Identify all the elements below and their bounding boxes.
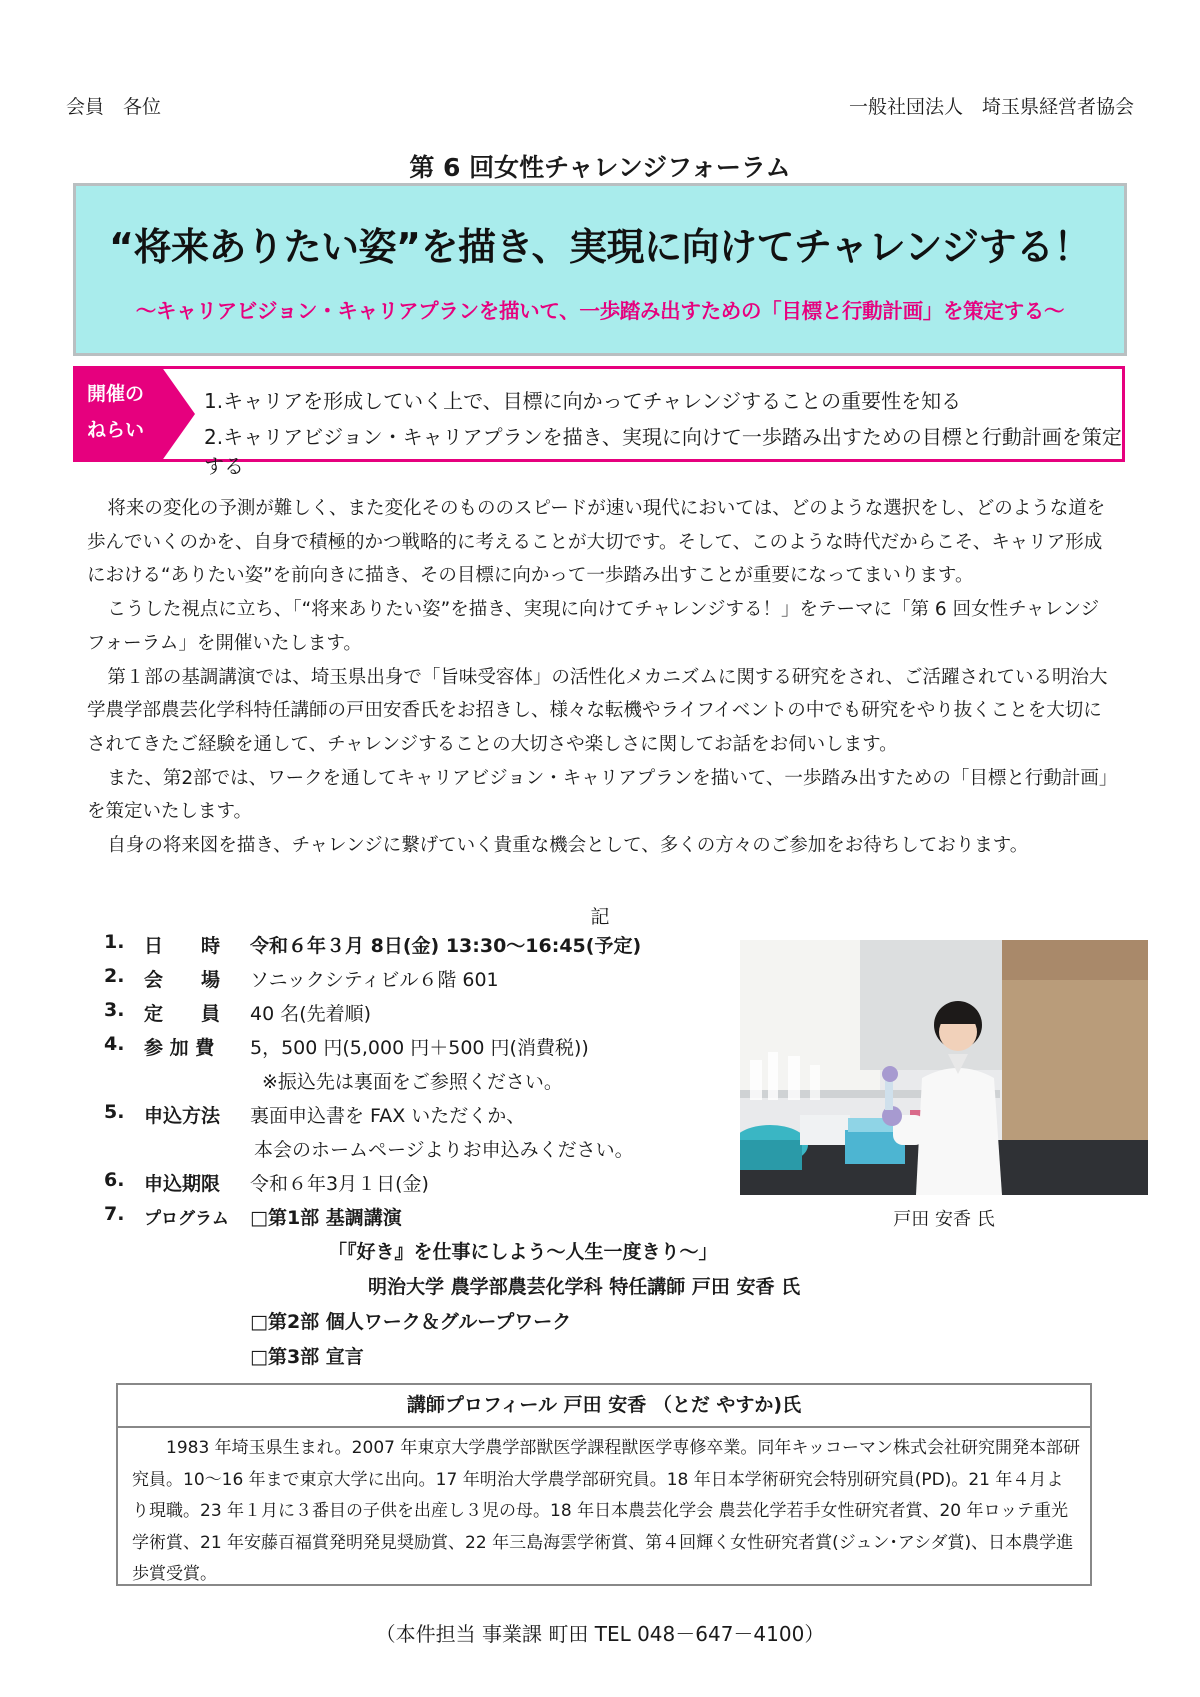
ki-heading: 記: [590, 906, 610, 928]
detail-label: 申込方法: [144, 1105, 221, 1127]
detail-value: ソニックシティビル６階 601: [250, 969, 499, 991]
body-paragraph-1: 将来の変化の予測が難しく、また変化そのもののスピードが速い現代においては、どのような選択をし、どのような道を歩んでいくのかを、自身で積極的かつ戦略的に考えることが大切です。そして、このような時代だからこそ、キャリア形成における“ありたい姿”を前向きに描き、その目標に向かって一歩踏み出すことが重要になってまいります。: [87, 498, 1106, 587]
lecturer-photo: [740, 940, 1148, 1195]
detail-number: 3.: [104, 999, 125, 1021]
detail-value: 令和６年３月 8日(金) 13:30～16:45(予定): [250, 935, 642, 957]
aim-tag-line1: 開催の: [87, 383, 145, 405]
contact-footer: （本件担当 事業課 町田 TEL 048－647－4100）: [375, 1622, 825, 1646]
forum-title: 第 6 回女性チャレンジフォーラム: [409, 153, 791, 182]
detail-value: 令和６年3月１日(金): [250, 1173, 429, 1195]
body-paragraph-5: 自身の将来図を描き、チャレンジに繋げていく貴重な機会として、多くの方々のご参加をお待ちしております。: [107, 835, 1029, 857]
lecturer-name: 明治大学 農学部農芸化学科 特任講師 戸田 安香 氏: [368, 1276, 801, 1298]
aim-tag-line2: ねらい: [87, 419, 145, 441]
body-paragraph-2: こうした視点に立ち、「“将来ありたい姿”を描き、実現に向けてチャレンジする！」をテーマに「第 6 回女性チャレンジフォーラム」を開催いたします。: [87, 599, 1100, 654]
detail-label: 会 場: [144, 969, 221, 991]
lecture-title: 「『好き』を仕事にしよう～人生一度きり～」: [328, 1241, 718, 1263]
sub-title: ～キャリアビジョン・キャリアプランを描いて、一歩踏み出すための「目標と行動計画」を策定する～: [135, 299, 1065, 323]
photo-caption: 戸田 安香 氏: [893, 1209, 995, 1230]
body-paragraph-4: また、第2部では、ワークを通してキャリアビジョン・キャリアプランを描いて、一歩踏み出すための「目標と行動計画」を策定いたします。: [87, 767, 1109, 823]
profile-text: 1983 年埼玉県生まれ。2007 年東京大学農学部獣医学課程獣医学専修卒業。同年キッコーマン株式会社研究開発本部研究員。10～16 年まで東京大学に出向。17 年明治大学農学部研究員。18 年日本学術研究会特別研究員(PD)。21 年４月より現職。23 年１月に３番目の子供を出産し３児の母。18 年日本農芸化学会 農芸化学若手女性研究者賞、20 年ロッテ重光学術賞、21 年安藤百福賞発明発見奨励賞、22 年三島海雲学術賞、第４回輝く女性研究者賞(ジュン･アシダ賞)、日本農学進歩賞受賞。: [132, 1438, 1081, 1584]
body-paragraph-3: 第１部の基調講演では、埼玉県出身で「旨味受容体」の活性化メカニズムに関する研究をされ、ご活躍されている明治大学農学部農芸化学科特任講師の戸田安香氏をお招きし、様々な転機やライフイベントの中でも研究をやり抜くことを大切にされてきたご経験を通して、チャレンジすることの大切さや楽しさに関してお話をお伺いします。: [87, 666, 1108, 755]
detail-value: 40 名(先着順): [250, 1003, 372, 1025]
fee-note: ※振込先は裏面をご参照ください。: [262, 1071, 563, 1093]
aim-item-1: 1.キャリアを形成していく上で、目標に向かってチャレンジすることの重要性を知る: [204, 389, 962, 413]
profile-heading: 講師プロフィール 戸田 安香 （とだ やすか)氏: [118, 1385, 1090, 1428]
program-part3: □第3部 宣言: [250, 1346, 364, 1368]
detail-label: 参 加 費: [144, 1037, 215, 1059]
main-title: “将来ありたい姿”を描き、実現に向けてチャレンジする！: [109, 225, 1091, 269]
aim-box: [73, 366, 1125, 478]
detail-label: 定 員: [144, 1003, 221, 1025]
detail-value: 裏面申込書を FAX いただくか、: [250, 1105, 526, 1127]
detail-number: 6.: [104, 1169, 125, 1191]
detail-label: 日 時: [144, 935, 221, 957]
detail-number: 2.: [104, 965, 125, 987]
title-banner: [73, 183, 1127, 356]
aim-item-2: 2.キャリアビジョン・キャリアプランを描き、実現に向けて一歩踏み出すための目標と行動計画を策定する: [204, 425, 1122, 478]
body-text: [87, 492, 1117, 863]
program-part2: □第2部 個人ワーク＆グループワーク: [250, 1311, 572, 1333]
organization-name: 一般社団法人 埼玉県経営者協会: [848, 96, 1134, 118]
detail-number: 4.: [104, 1033, 125, 1055]
application-note: 本会のホームページよりお申込みください。: [254, 1139, 634, 1161]
detail-label: プログラム: [144, 1209, 229, 1229]
detail-number: 5.: [104, 1101, 125, 1123]
profile-box: [116, 1383, 1092, 1586]
recipient-label: 会員 各位: [66, 96, 162, 118]
aim-tag: [73, 366, 161, 462]
detail-value: □第1部 基調講演: [250, 1207, 402, 1229]
detail-number: 7.: [104, 1203, 125, 1225]
detail-label: 申込期限: [144, 1173, 221, 1195]
detail-number: 1.: [104, 931, 125, 953]
detail-value: 5，500 円(5,000 円＋500 円(消費税)): [250, 1037, 589, 1059]
